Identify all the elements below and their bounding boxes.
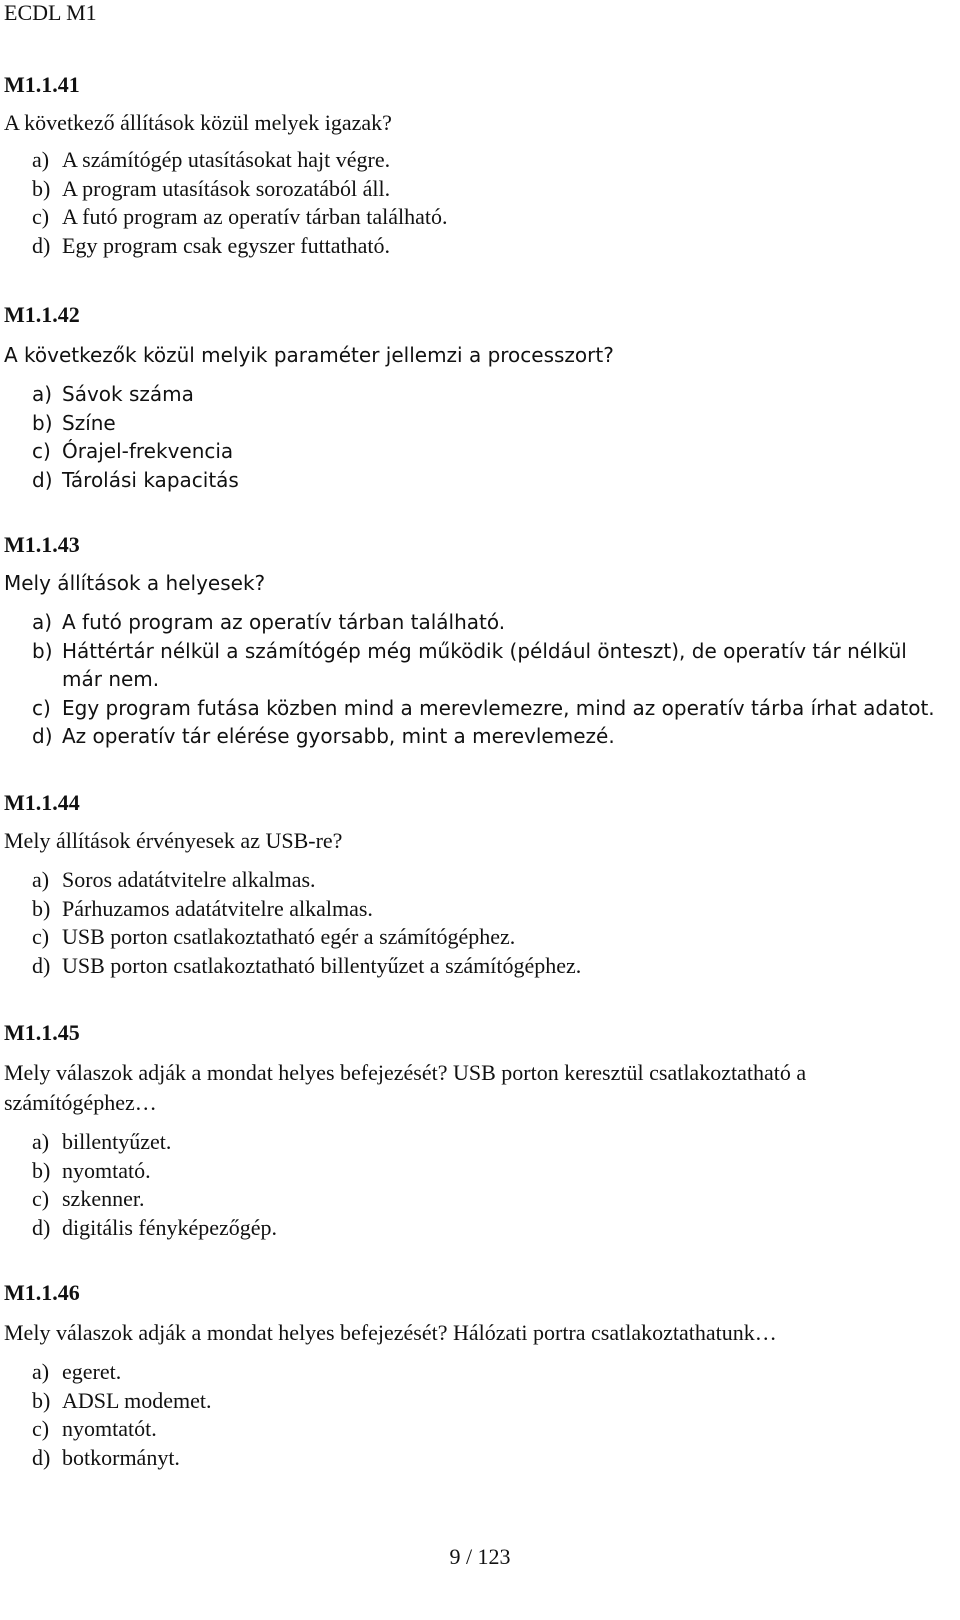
question-id: M1.1.43 xyxy=(4,532,80,557)
option-item xyxy=(4,1157,944,1186)
option-text: Sávok száma xyxy=(62,382,194,406)
option-item xyxy=(4,608,944,637)
option-text: digitális fényképezőgép. xyxy=(62,1214,278,1240)
option-item xyxy=(4,952,944,981)
option-letter: a) xyxy=(32,867,50,892)
option-item xyxy=(4,1415,944,1444)
option-letter: a) xyxy=(32,1359,50,1384)
option-letter: a) xyxy=(32,382,53,406)
option-letter: c) xyxy=(32,695,51,720)
option-item xyxy=(4,437,944,466)
option-item xyxy=(4,380,944,409)
option-text: Az operatív tár elérése gyorsabb, mint a merevlemezé. xyxy=(62,724,615,748)
option-list xyxy=(4,1358,944,1472)
question-text: A következő állítások közül melyek igazak? xyxy=(4,110,392,135)
option-text: Egy program futása közben mind a merevlemezre, mind az operatív tárba írhat adatot. xyxy=(62,695,935,720)
question-id: M1.1.44 xyxy=(4,790,80,815)
option-letter: c) xyxy=(32,1186,50,1211)
option-letter: b) xyxy=(32,175,51,201)
option-item xyxy=(4,1444,944,1473)
option-item xyxy=(4,232,944,261)
page-number: 9 / 123 xyxy=(449,1544,511,1569)
option-letter: d) xyxy=(32,1214,51,1240)
option-text: USB porton csatlakoztatható billentyűzet a számítógéphez. xyxy=(62,952,582,978)
option-list xyxy=(4,380,944,494)
question-text: Mely válaszok adják a mondat helyes befejezését? Hálózati portra csatlakoztathatunk… xyxy=(4,1320,777,1345)
option-list xyxy=(4,608,944,751)
question-id: M1.1.45 xyxy=(4,1020,80,1045)
page-header: ECDL M1 xyxy=(4,0,97,25)
option-letter: b) xyxy=(32,410,53,435)
question-block xyxy=(4,1020,944,1242)
option-text: billentyűzet. xyxy=(62,1129,172,1154)
option-letter: d) xyxy=(32,232,51,258)
question-block xyxy=(4,72,944,260)
option-item xyxy=(4,722,944,751)
option-letter: c) xyxy=(32,439,51,463)
option-item xyxy=(4,203,944,232)
option-text: A számítógép utasításokat hajt végre. xyxy=(62,147,391,172)
question-text: Mely állítások a helyesek? xyxy=(4,571,266,595)
option-item xyxy=(4,1128,944,1157)
option-letter: b) xyxy=(32,1157,51,1183)
option-letter: d) xyxy=(32,467,53,492)
option-text: nyomtatót. xyxy=(62,1416,157,1441)
option-item xyxy=(4,923,944,952)
option-letter: a) xyxy=(32,1129,50,1154)
option-letter: b) xyxy=(32,638,53,663)
question-block xyxy=(4,532,944,751)
option-text: Tárolási kapacitás xyxy=(62,467,239,492)
question-text: Mely válaszok adják a mondat helyes befejezését? USB porton keresztül csatlakoztatható a számítógéphez… xyxy=(4,1060,807,1115)
option-letter: c) xyxy=(32,1416,50,1441)
option-item xyxy=(4,409,944,438)
question-block xyxy=(4,302,944,494)
option-text: Háttértár nélkül a számítógép még működik (például önteszt), de operatív tár nélkül már nem. xyxy=(62,638,907,691)
option-text: egeret. xyxy=(62,1359,122,1384)
option-text: ADSL modemet. xyxy=(62,1387,212,1413)
option-item xyxy=(4,1358,944,1387)
option-letter: b) xyxy=(32,1387,51,1413)
option-text: botkormányt. xyxy=(62,1444,180,1470)
option-item xyxy=(4,637,944,694)
option-text: Soros adatátvitelre alkalmas. xyxy=(62,867,316,892)
option-text: A futó program az operatív tárban található. xyxy=(62,610,506,634)
option-text: USB porton csatlakoztatható egér a számítógéphez. xyxy=(62,924,516,949)
option-text: Órajel-frekvencia xyxy=(62,439,234,463)
option-letter: d) xyxy=(32,952,51,978)
option-list xyxy=(4,1128,944,1242)
option-letter: a) xyxy=(32,610,53,634)
option-list xyxy=(4,146,944,260)
option-item xyxy=(4,175,944,204)
option-letter: b) xyxy=(32,895,51,921)
option-list xyxy=(4,866,944,980)
option-item xyxy=(4,466,944,495)
option-text: Párhuzamos adatátvitelre alkalmas. xyxy=(62,895,373,921)
option-text: Egy program csak egyszer futtatható. xyxy=(62,232,391,258)
option-item xyxy=(4,694,944,723)
question-id: M1.1.41 xyxy=(4,72,80,97)
option-item xyxy=(4,1185,944,1214)
option-letter: d) xyxy=(32,724,53,748)
option-item xyxy=(4,1387,944,1416)
option-text: A futó program az operatív tárban található. xyxy=(62,204,448,229)
question-block xyxy=(4,1280,944,1472)
question-block xyxy=(4,790,944,980)
question-text: Mely állítások érvényesek az USB-re? xyxy=(4,828,343,853)
option-letter: a) xyxy=(32,147,50,172)
option-item xyxy=(4,866,944,895)
option-letter: c) xyxy=(32,204,50,229)
option-text: nyomtató. xyxy=(62,1157,151,1183)
option-text: szkenner. xyxy=(62,1186,145,1211)
option-item xyxy=(4,895,944,924)
option-letter: c) xyxy=(32,924,50,949)
question-id: M1.1.46 xyxy=(4,1280,80,1305)
question-id: M1.1.42 xyxy=(4,302,80,327)
option-text: Színe xyxy=(62,410,116,435)
option-text: A program utasítások sorozatából áll. xyxy=(62,175,391,201)
option-item xyxy=(4,146,944,175)
option-item xyxy=(4,1214,944,1243)
option-letter: d) xyxy=(32,1444,51,1470)
question-text: A következők közül melyik paraméter jellemzi a processzort? xyxy=(4,343,614,367)
